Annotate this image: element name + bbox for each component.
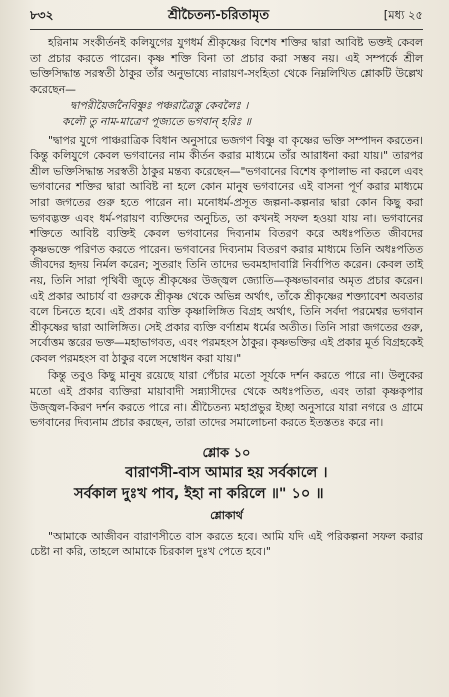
shloka-translation: "আমাকে আজীবন বারাণসীতে বাস করতে হবে। আমি যদি এই পরিকল্পনা সফল করার চেষ্টা না করি, তাহলে আমাকে চিরকাল দুঃখ পেতে হবে।" <box>30 529 423 559</box>
paragraph-translation: "দ্বাপর যুগে পাঞ্চরাত্রিক বিধান অনুসারে ভজগণ বিষ্ণু বা কৃষ্ণের ভক্তি সম্পাদন করতেন। কিন্তু কলিযুগে কেবল ভগবানের নাম কীর্তন করার মাধ্যমে তাঁর আরাধনা করা যায়।" তারপর শ্রীল ভক্তিসিদ্ধান্ত সরস্বতী ঠাকুর মন্তব্য করেছেন—"ভগবানের বিশেষ কৃপালাভ না করলে এবং ভগবানের শক্তির দ্বারা আবিষ্ট না হলে কোন মানুষ ভগবানের এই বাসনা পূর্ণ করার মাধ্যমে সারা জগতের গুরু হতে পারেন না। মনোধর্ম-প্রসূত জল্পনা-কল্পনার দ্বারা কোন কিছু করা ভগবদ্ভক্ত এবং ধর্ম-পরায়ণ ব্যক্তিদের অনুচিত, তা কখনই সফল হওয়া যায় না। ভগবানের শক্তিতে আবিষ্ট ব্যক্তিই কেবল ভগবানের দিব্যনাম বিতরণ করে অধঃপতিত জীবদের কৃষ্ণভক্তে পরিণত করতে পারেন। ভগবানের দিব্যনাম বিতরণ করার মাধ্যমে তিনি অধঃপতিত জীবদের হৃদয় নির্মল করেন; সুতরাং তিনি তাদের ভবমহাদাবাগ্নি নির্বাপিত করেন। কেবল তাই নয়, তিনি সারা পৃথিবী জুড়ে শ্রীকৃষ্ণের উজ্জ্বল জ্যোতি—কৃষ্ণভাবনার অমৃত প্রচার করেন। এই প্রকার আচার্য বা গুরুকে শ্রীকৃষ্ণ থেকে অভিন্ন অর্থাৎ, তাঁকে শ্রীকৃষ্ণের শক্ত্যাবেশ অবতার বলে চিনতে হবে। এই প্রকার ব্যক্তি কৃষ্ণালিঙ্গিত বিগ্রহ অর্থাৎ, তিনি সর্বদা পরমেশ্বর ভগবান শ্রীকৃষ্ণের দ্বারা আলিঙ্গিত। সেই প্রকার ব্যক্তি বর্ণাশ্রম ধর্মের অতীত। তিনি সারা জগতের গুরু, সর্বোত্তম স্তরের ভক্ত—মহাভাগবত, এবং পরমহংস ঠাকুর। কৃষ্ণভক্তির এই প্রকার মূর্ত বিগ্রহকেই কেবল পরমহংস বা ঠাকুর বলে সম্বোধন করা যায়।" <box>30 133 423 365</box>
paragraph-owls: কিন্তু তবুও কিছু মানুষ রয়েছে যারা পেঁচার মতো সূর্যকে দর্শন করতে পারে না। উলুকের মতো এই প্রকার ব্যক্তিরা মায়াবাদী সন্ন্যাসীদের থেকে অধঃপতিত, এবং তারা কৃষ্ণকৃপার উজ্জ্বল-কিরণ দর্শন করতে পারে না। শ্রীচৈতন্য মহাপ্রভুর ইচ্ছা অনুসারে যারা নগরে ও গ্রামে ভগবানের দিব্যনাম প্রচার করছেন, তারা তাদের সমালোচনা করতে ইতস্ততঃ করে না। <box>30 369 423 430</box>
shloka-number: শ্লোক ১০ <box>202 445 251 461</box>
shloka-line-2: সর্বকাল দুঃখ পাব, ইহা না করিলে ॥" ১০ ॥ <box>74 485 324 502</box>
running-title: শ্রীচৈতন্য-চরিতামৃত <box>168 8 270 23</box>
page-number: ৮৩২ <box>30 8 54 22</box>
page-header <box>30 6 423 30</box>
section-marker: [মধ্য ২৫ <box>383 8 423 22</box>
shloka-line-1: বারাণসী-বাস আমার হয় সর্বকালে । <box>125 464 328 481</box>
verse-line-1: দ্বাপরীয়ৈর্জনৈবিষ্ণুঃ পঞ্চরাত্রৈস্তু কেবলৈঃ । <box>70 99 249 113</box>
sanskrit-verse <box>30 98 423 129</box>
paragraph-intro: হরিনাম সংকীর্তনই কলিযুগের যুগধর্ম শ্রীকৃষ্ণের বিশেষ শক্তির দ্বারা আবিষ্ট ভক্তই কেবল তা প্রচার করতে পারেন। কৃষ্ণ শক্তি বিনা তা প্রচার করা সম্ভব নয়। এই সম্পর্কে শ্রীল ভক্তিসিদ্ধান্ত সরস্বতী ঠাকুর তাঁর অনুভাষ্যে নারায়ণ-সংহিতা থেকে নিম্নলিখিত শ্লোকটি উল্লেখ করেছেন— <box>30 36 423 96</box>
shlokartha-heading: শ্লোকার্থ <box>210 508 243 522</box>
verse-line-2: কলৌ তু নাম-মাত্রেণ পূজ্যতে ভগবান্ হরিঃ ॥ <box>62 114 251 128</box>
